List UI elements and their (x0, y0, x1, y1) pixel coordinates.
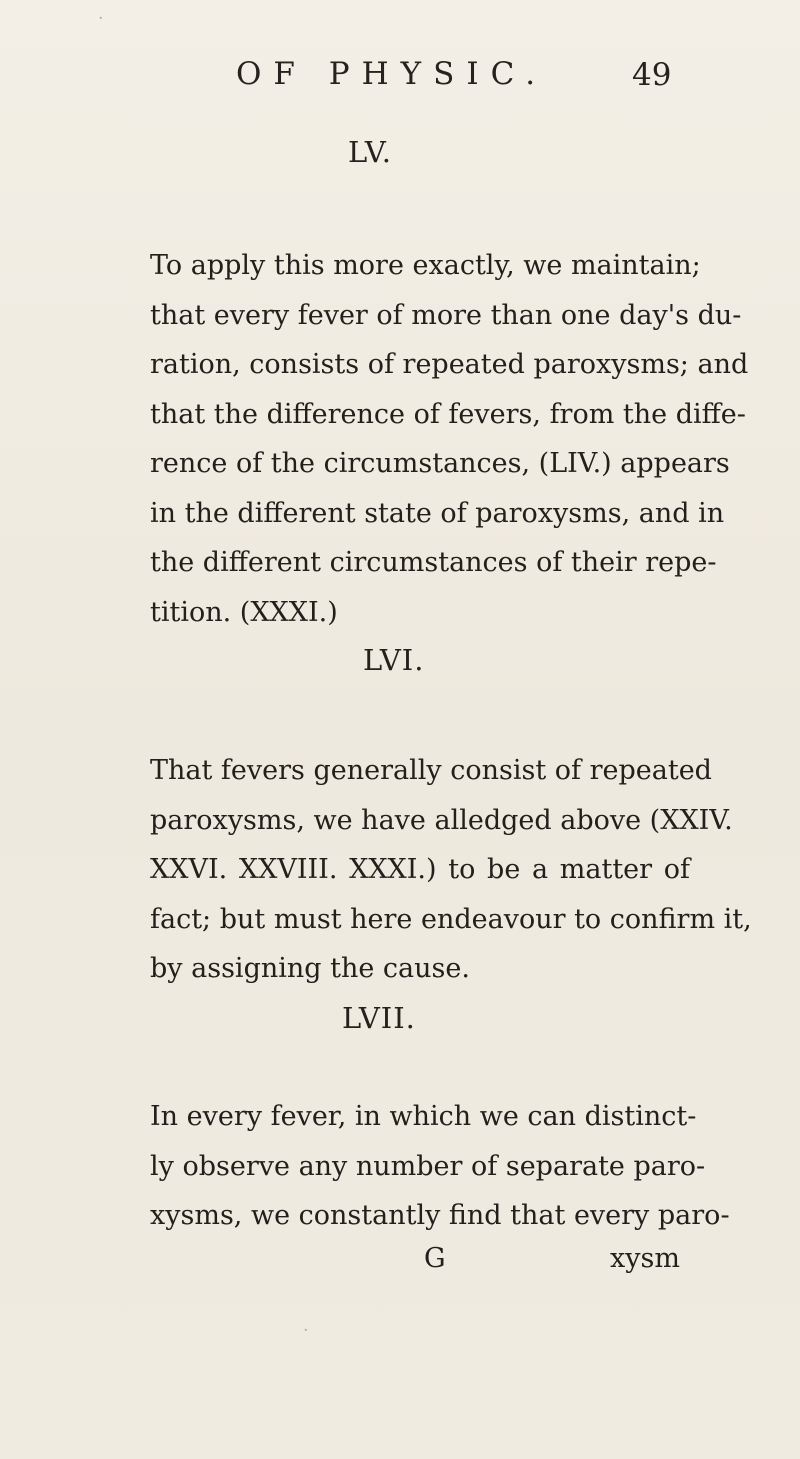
text-line: fact; but must here endeavour to confirm it, (150, 903, 752, 935)
text-line: In every fever, in which we can distinct- (150, 1101, 697, 1132)
text-line: ration, consists of repeated paroxysms; and (150, 349, 749, 380)
text-line: rence of the circumstances, (LIV.) appears (150, 448, 730, 479)
text-line: ly observe any number of separate paro- (150, 1150, 706, 1182)
text-line: the different circumstances of their repe- (150, 547, 717, 578)
section-lv-body (150, 241, 749, 637)
running-head: OF PHYSIC. (236, 56, 548, 92)
signature-mark: G (424, 1243, 446, 1274)
section-lvii-body (150, 1092, 730, 1241)
section-number-lvii: LVII. (342, 1001, 416, 1035)
text-line: tition. (XXXI.) (150, 596, 338, 628)
text-line: in the different state of paroxysms, and in (150, 497, 725, 529)
text-line: xysms, we constantly find that every paro- (150, 1200, 730, 1231)
section-number-lv: LV. (348, 135, 392, 169)
ink-speck: · (303, 1320, 309, 1341)
text-line: XXVI. XXVIII. XXXI.) to be a matter of (150, 854, 690, 885)
text-line: that every fever of more than one day's du- (150, 299, 742, 331)
text-line: To apply this more exactly, we maintain; (150, 250, 701, 281)
text-line: by assigning the cause. (150, 953, 470, 984)
page-footer (150, 1243, 690, 1283)
text-line: paroxysms, we have alledged above (XXIV. (150, 804, 733, 836)
ink-speck: · (98, 8, 104, 29)
section-number-lvi: LVI. (363, 643, 425, 677)
section-lvi-body (150, 746, 752, 994)
page-number: 49 (632, 57, 672, 93)
text-line: That fevers generally consist of repeated (150, 755, 712, 786)
catchword: xysm (610, 1243, 680, 1274)
text-line: that the difference of fevers, from the diffe- (150, 398, 746, 430)
